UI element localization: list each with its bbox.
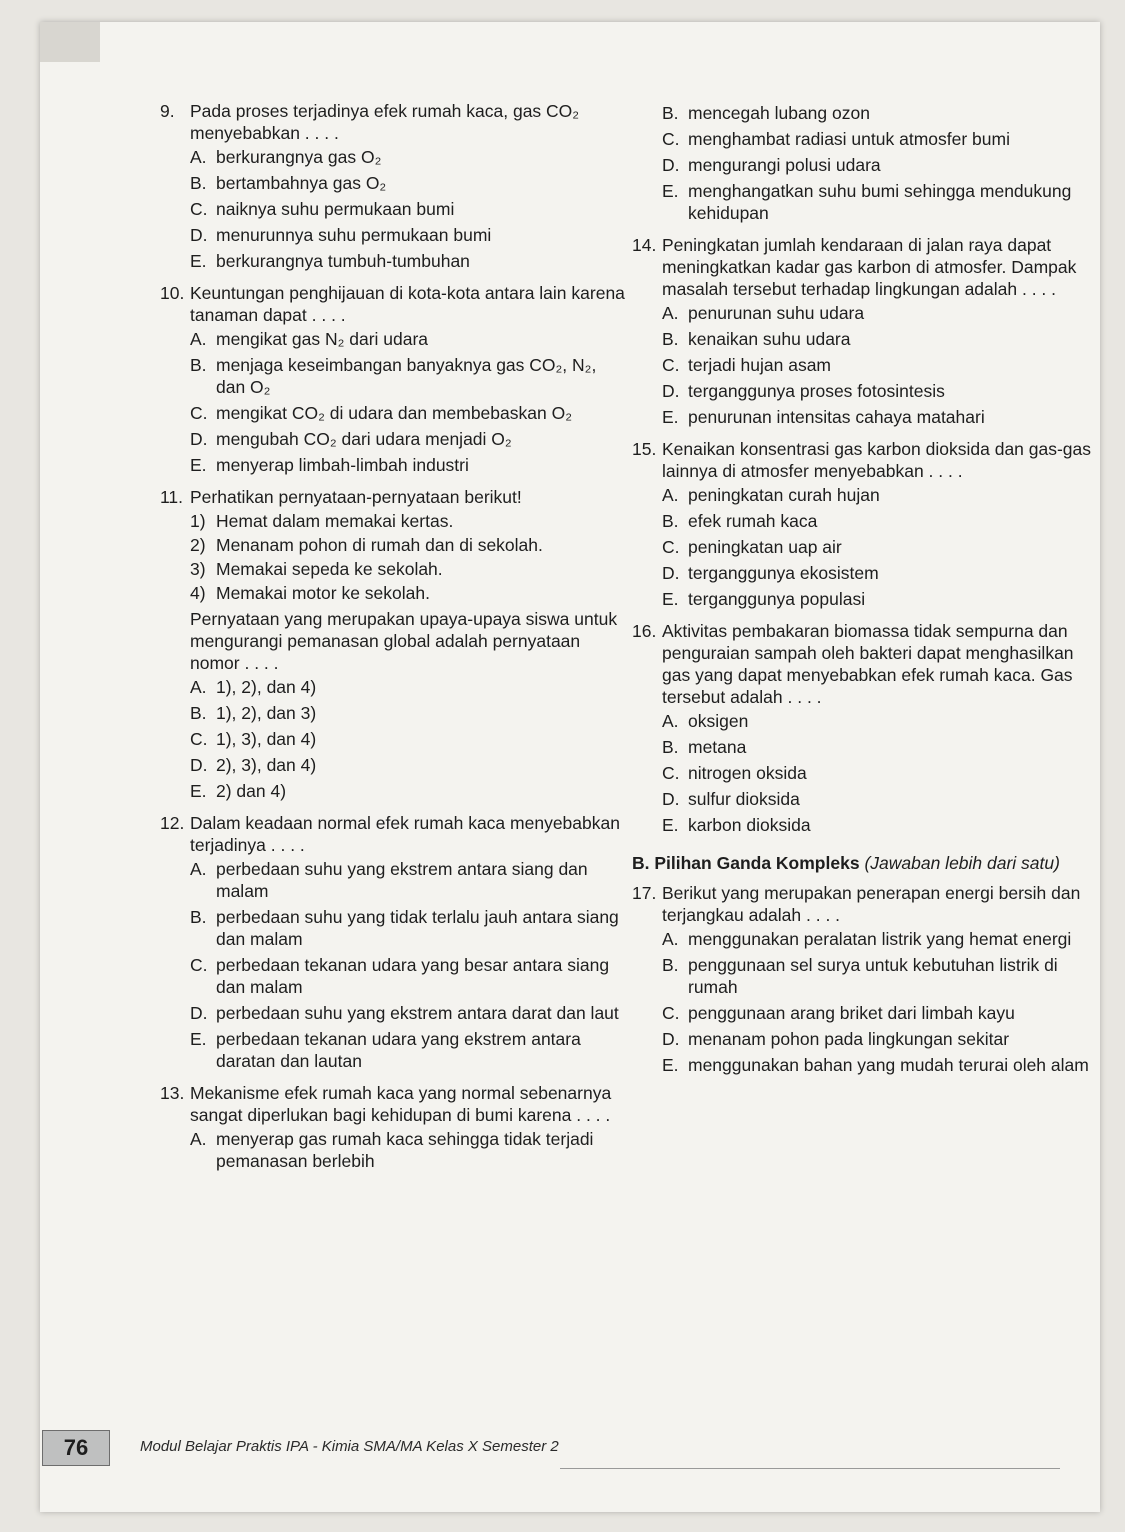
option-c: C. naiknya suhu permukaan bumi [190, 199, 455, 219]
option-d: D. sulfur dioksida [662, 789, 800, 809]
question-text: Keuntungan penghijauan di kota-kota antara lain karena tanaman dapat . . . . [190, 283, 625, 325]
option-a: A. menggunakan peralatan listrik yang hemat energi [662, 929, 1072, 949]
question-number: 9. [160, 101, 175, 121]
question-text: Perhatikan pernyataan-pernyataan berikut! [190, 487, 522, 507]
option-b: B. efek rumah kaca [662, 511, 818, 531]
option-a: A. menyerap gas rumah kaca sehingga tidak terjadi pemanasan berlebih [190, 1129, 594, 1171]
option-b: B. kenaikan suhu udara [662, 329, 851, 349]
question-text: Berikut yang merupakan penerapan energi bersih dan terjangkau adalah . . . . [662, 883, 1081, 925]
option-a: A. berkurangnya gas O₂ [190, 147, 382, 167]
option-b: B. bertambahnya gas O₂ [190, 173, 387, 193]
question-13 [160, 1082, 625, 1176]
question-12 [160, 812, 625, 1076]
page-footer [40, 1430, 1100, 1470]
option-a: A. peningkatan curah hujan [662, 485, 880, 505]
option-c: C. terjadi hujan asam [662, 355, 831, 375]
option-e: E. menyerap limbah-limbah industri [190, 455, 469, 475]
option-c: C. perbedaan tekanan udara yang besar antara siang dan malam [190, 955, 610, 997]
option-b: B. 1), 2), dan 3) [190, 703, 317, 723]
section-title: B. Pilihan Ganda Kompleks [632, 853, 860, 873]
option-d: D. menanam pohon pada lingkungan sekitar [662, 1029, 1010, 1049]
question-prompt: Pernyataan yang merupakan upaya-upaya siswa untuk mengurangi pemanasan global adalah pernyataan nomor . . . . [190, 609, 618, 673]
option-e: E. 2) dan 4) [190, 781, 287, 801]
option-c: C. mengikat CO₂ di udara dan membebaskan O₂ [190, 403, 572, 423]
option-d: D. menurunnya suhu permukaan bumi [190, 225, 492, 245]
module-title: Modul Belajar Praktis IPA - Kimia SMA/MA Kelas X Semester 2 [140, 1438, 559, 1455]
option-e: E. perbedaan tekanan udara yang ekstrem antara daratan dan lautan [190, 1029, 581, 1071]
option-b: B. perbedaan suhu yang tidak terlalu jauh antara siang dan malam [190, 907, 619, 949]
option-d: D. perbedaan suhu yang ekstrem antara darat dan laut [190, 1003, 619, 1023]
question-text: Dalam keadaan normal efek rumah kaca menyebabkan terjadinya . . . . [190, 813, 620, 855]
option-b: B. mencegah lubang ozon [662, 103, 870, 123]
question-16 [632, 620, 1102, 840]
option-b: B. metana [662, 737, 747, 757]
question-text: Aktivitas pembakaran biomassa tidak sempurna dan penguraian sampah oleh bakteri dapat menghasilkan gas yang dapat menyebabkan efek rumah kaca. Gas tersebut adalah . . . . [662, 621, 1074, 707]
question-number: 15. [632, 439, 657, 459]
right-column [632, 100, 1102, 1086]
option-d: D. terganggunya ekosistem [662, 563, 879, 583]
option-b: B. penggunaan sel surya untuk kebutuhan listrik di rumah [662, 955, 1058, 997]
option-c: C. 1), 3), dan 4) [190, 729, 317, 749]
question-number: 13. [160, 1083, 185, 1103]
question-text: Pada proses terjadinya efek rumah kaca, gas CO₂ menyebabkan . . . . [190, 101, 580, 143]
question-17 [632, 882, 1102, 1080]
footer-divider [560, 1468, 1060, 1469]
option-a: A. penurunan suhu udara [662, 303, 865, 323]
option-e: E. terganggunya populasi [662, 589, 866, 609]
question-11 [160, 486, 625, 806]
question-15 [632, 438, 1102, 614]
question-9 [160, 100, 625, 276]
option-d: D. 2), 3), dan 4) [190, 755, 317, 775]
option-a: A. 1), 2), dan 4) [190, 677, 317, 697]
option-c: C. nitrogen oksida [662, 763, 807, 783]
section-b-heading [632, 852, 1102, 874]
option-a: A. perbedaan suhu yang ekstrem antara siang dan malam [190, 859, 588, 901]
page-number: 76 [42, 1430, 110, 1466]
statement-4: 4) Memakai motor ke sekolah. [190, 583, 430, 603]
option-e: E. menghangatkan suhu bumi sehingga mendukung kehidupan [662, 181, 1072, 223]
question-text: Peningkatan jumlah kendaraan di jalan raya dapat meningkatkan kadar gas karbon di atmosfer. Dampak masalah tersebut terhadap lingkungan adalah . . . . [662, 235, 1077, 299]
option-a: A. oksigen [662, 711, 749, 731]
question-number: 11. [160, 487, 184, 507]
option-e: E. berkurangnya tumbuh-tumbuhan [190, 251, 470, 271]
question-text: Mekanisme efek rumah kaca yang normal sebenarnya sangat diperlukan bagi kehidupan di bumi karena . . . . [190, 1083, 612, 1125]
option-c: C. penggunaan arang briket dari limbah kayu [662, 1003, 1015, 1023]
option-a: A. mengikat gas N₂ dari udara [190, 329, 429, 349]
option-d: D. mengurangi polusi udara [662, 155, 881, 175]
question-number: 14. [632, 235, 657, 255]
option-e: E. penurunan intensitas cahaya matahari [662, 407, 985, 427]
statement-3: 3) Memakai sepeda ke sekolah. [190, 559, 443, 579]
option-e: E. karbon dioksida [662, 815, 811, 835]
option-c: C. menghambat radiasi untuk atmosfer bumi [662, 129, 1010, 149]
option-b: B. menjaga keseimbangan banyaknya gas CO₂, N₂, dan O₂ [190, 355, 597, 397]
question-10 [160, 282, 625, 480]
option-e: E. menggunakan bahan yang mudah terurai oleh alam [662, 1055, 1089, 1075]
question-text: Kenaikan konsentrasi gas karbon dioksida dan gas-gas lainnya di atmosfer menyebabkan . . . . [662, 439, 1092, 481]
section-note: (Jawaban lebih dari satu) [864, 853, 1060, 873]
question-number: 16. [632, 621, 657, 641]
worksheet-page [40, 22, 1100, 1512]
left-column [160, 100, 625, 1182]
page-fold [40, 22, 100, 62]
statement-1: 1) Hemat dalam memakai kertas. [190, 511, 454, 531]
option-d: D. mengubah CO₂ dari udara menjadi O₂ [190, 429, 512, 449]
option-d: D. terganggunya proses fotosintesis [662, 381, 945, 401]
statement-2: 2) Menanam pohon di rumah dan di sekolah. [190, 535, 543, 555]
question-13-continued [632, 100, 1102, 228]
question-number: 17. [632, 883, 657, 903]
question-number: 12. [160, 813, 185, 833]
question-number: 10. [160, 283, 185, 303]
question-14 [632, 234, 1102, 432]
option-c: C. peningkatan uap air [662, 537, 842, 557]
